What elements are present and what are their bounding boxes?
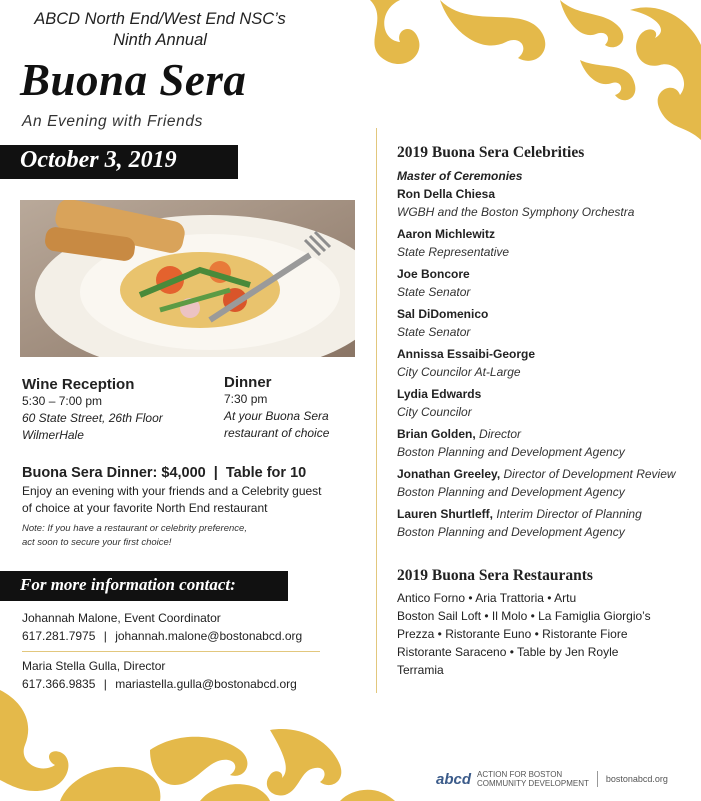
contact-banner: [0, 571, 288, 601]
celebrity-name: Lydia Edwards: [397, 387, 482, 401]
dinner-time: 7:30 pm: [224, 392, 268, 406]
pricing-description-line-2: of choice at your favorite North End restaurant: [22, 501, 268, 515]
event-date: October 3, 2019: [20, 147, 177, 173]
celebrity-name: Annissa Essaibi-George: [397, 347, 536, 361]
pricing-description-line-1: Enjoy an evening with your friends and a Celebrity guest: [22, 484, 322, 498]
column-divider: [376, 128, 377, 693]
org-line-2: Ninth Annual: [113, 31, 207, 49]
dinner-location-line-1: At your Buona Sera: [224, 409, 329, 423]
contact-2-separator: |: [103, 677, 107, 691]
wine-reception-time: 5:30 – 7:00 pm: [22, 394, 103, 408]
abcd-website-link[interactable]: bostonabcd.org: [605, 774, 668, 784]
contact-2-details: [22, 676, 332, 693]
celebrity-title: Director: [479, 427, 522, 441]
abcd-org-line-2: COMMUNITY DEVELOPMENT: [477, 779, 589, 788]
contact-1-separator: |: [103, 629, 107, 643]
celebrity-item: [397, 345, 697, 381]
celebrity-name: Brian Golden,: [397, 427, 476, 441]
celebrity-item: [397, 385, 697, 421]
dinner-block: [224, 374, 329, 442]
abcd-org-line-1: ACTION FOR BOSTON: [477, 770, 563, 779]
celebrity-name: Sal DiDomenico: [397, 307, 489, 321]
celebrity-role: Boston Planning and Development Agency: [397, 445, 625, 459]
wine-reception-block: [22, 376, 163, 444]
contact-divider: [22, 651, 320, 652]
celebrity-name: Ron Della Chiesa: [397, 187, 496, 201]
restaurants-line: Antico Forno • Aria Trattoria • Artu: [397, 591, 577, 605]
dinner-heading: Dinner: [224, 374, 272, 391]
page-title: Buona Sera: [20, 55, 247, 105]
celebrity-role: State Senator: [397, 325, 471, 339]
celebrity-name: Lauren Shurtleff,: [397, 507, 494, 521]
wine-reception-heading: Wine Reception: [22, 376, 135, 393]
restaurants-line: Terramia: [397, 663, 444, 677]
wine-reception-address: 60 State Street, 26th Floor: [22, 411, 163, 425]
celebrity-role: WGBH and the Boston Symphony Orchestra: [397, 205, 635, 219]
contact-2-name: Maria Stella Gulla, Director: [22, 659, 166, 673]
pricing-heading: Buona Sera Dinner: $4,000 | Table for 10: [22, 465, 307, 481]
pasta-dish-photo: [20, 200, 355, 357]
page-subtitle: An Evening with Friends: [22, 113, 203, 130]
wine-reception-venue: WilmerHale: [22, 428, 84, 442]
celebrity-item: [397, 265, 697, 301]
celebrity-item: [397, 465, 697, 501]
contact-1-phone[interactable]: 617.281.7975: [22, 629, 96, 643]
footer-divider: [597, 771, 598, 787]
org-line-1: ABCD North End/West End NSC’s: [34, 10, 286, 28]
restaurants-line: Prezza • Ristorante Euno • Ristorante Fiore: [397, 627, 628, 641]
celebrity-name: Jonathan Greeley,: [397, 467, 501, 481]
celebrity-role: State Senator: [397, 285, 471, 299]
contact-heading: For more information contact:: [20, 575, 236, 594]
celebrity-role: City Councilor: [397, 405, 472, 419]
celebrities-list: [397, 167, 697, 545]
abcd-org-name: [477, 770, 589, 788]
contact-2-phone[interactable]: 617.366.9835: [22, 677, 96, 691]
celebrity-item: [397, 225, 697, 261]
gold-scroll-ornament-bottom-left: [0, 690, 400, 801]
celebrity-name: Aaron Michlewitz: [397, 227, 496, 241]
restaurants-line: Boston Sail Loft • Il Molo • La Famiglia Giorgio’s: [397, 609, 651, 623]
contact-2-email[interactable]: mariastella.gulla@bostonabcd.org: [115, 677, 297, 691]
contact-1-email[interactable]: johannah.malone@bostonabcd.org: [115, 629, 303, 643]
contact-1-name: Johannah Malone, Event Coordinator: [22, 611, 221, 625]
celebrity-item: [397, 305, 697, 341]
dinner-location-line-2: restaurant of choice: [224, 426, 330, 440]
restaurants-list: [397, 589, 697, 679]
pricing-note-line-1: Note: If you have a restaurant or celebrity preference,: [22, 523, 247, 534]
celebrity-name: Joe Boncore: [397, 267, 470, 281]
celebrity-item: [397, 505, 697, 541]
celebrity-item: [397, 185, 697, 221]
celebrity-role: City Councilor At-Large: [397, 365, 521, 379]
abcd-logo: abcd: [436, 770, 472, 788]
restaurants-heading: 2019 Buona Sera Restaurants: [397, 567, 593, 584]
celebrity-role: State Representative: [397, 245, 510, 259]
event-date-banner: [0, 145, 238, 179]
celebrity-role: Boston Planning and Development Agency: [397, 485, 625, 499]
pricing-block: [22, 465, 362, 550]
restaurants-line: Ristorante Saraceno • Table by Jen Royle: [397, 645, 619, 659]
contact-person-1: [22, 610, 332, 645]
gold-scroll-ornament-top-right: [330, 0, 701, 140]
contact-1-details: [22, 628, 332, 645]
celebrity-title: Director of Development Review: [503, 467, 676, 481]
celebrity-item: [397, 425, 697, 461]
abcd-footer: [436, 770, 668, 788]
celebrity-title: Interim Director of Planning: [496, 507, 642, 521]
master-of-ceremonies-label: Master of Ceremonies: [397, 169, 523, 183]
contact-person-2: [22, 658, 332, 693]
celebrities-heading: 2019 Buona Sera Celebrities: [397, 144, 585, 161]
celebrity-role: Boston Planning and Development Agency: [397, 525, 625, 539]
pricing-note-line-2: act soon to secure your first choice!: [22, 537, 172, 548]
